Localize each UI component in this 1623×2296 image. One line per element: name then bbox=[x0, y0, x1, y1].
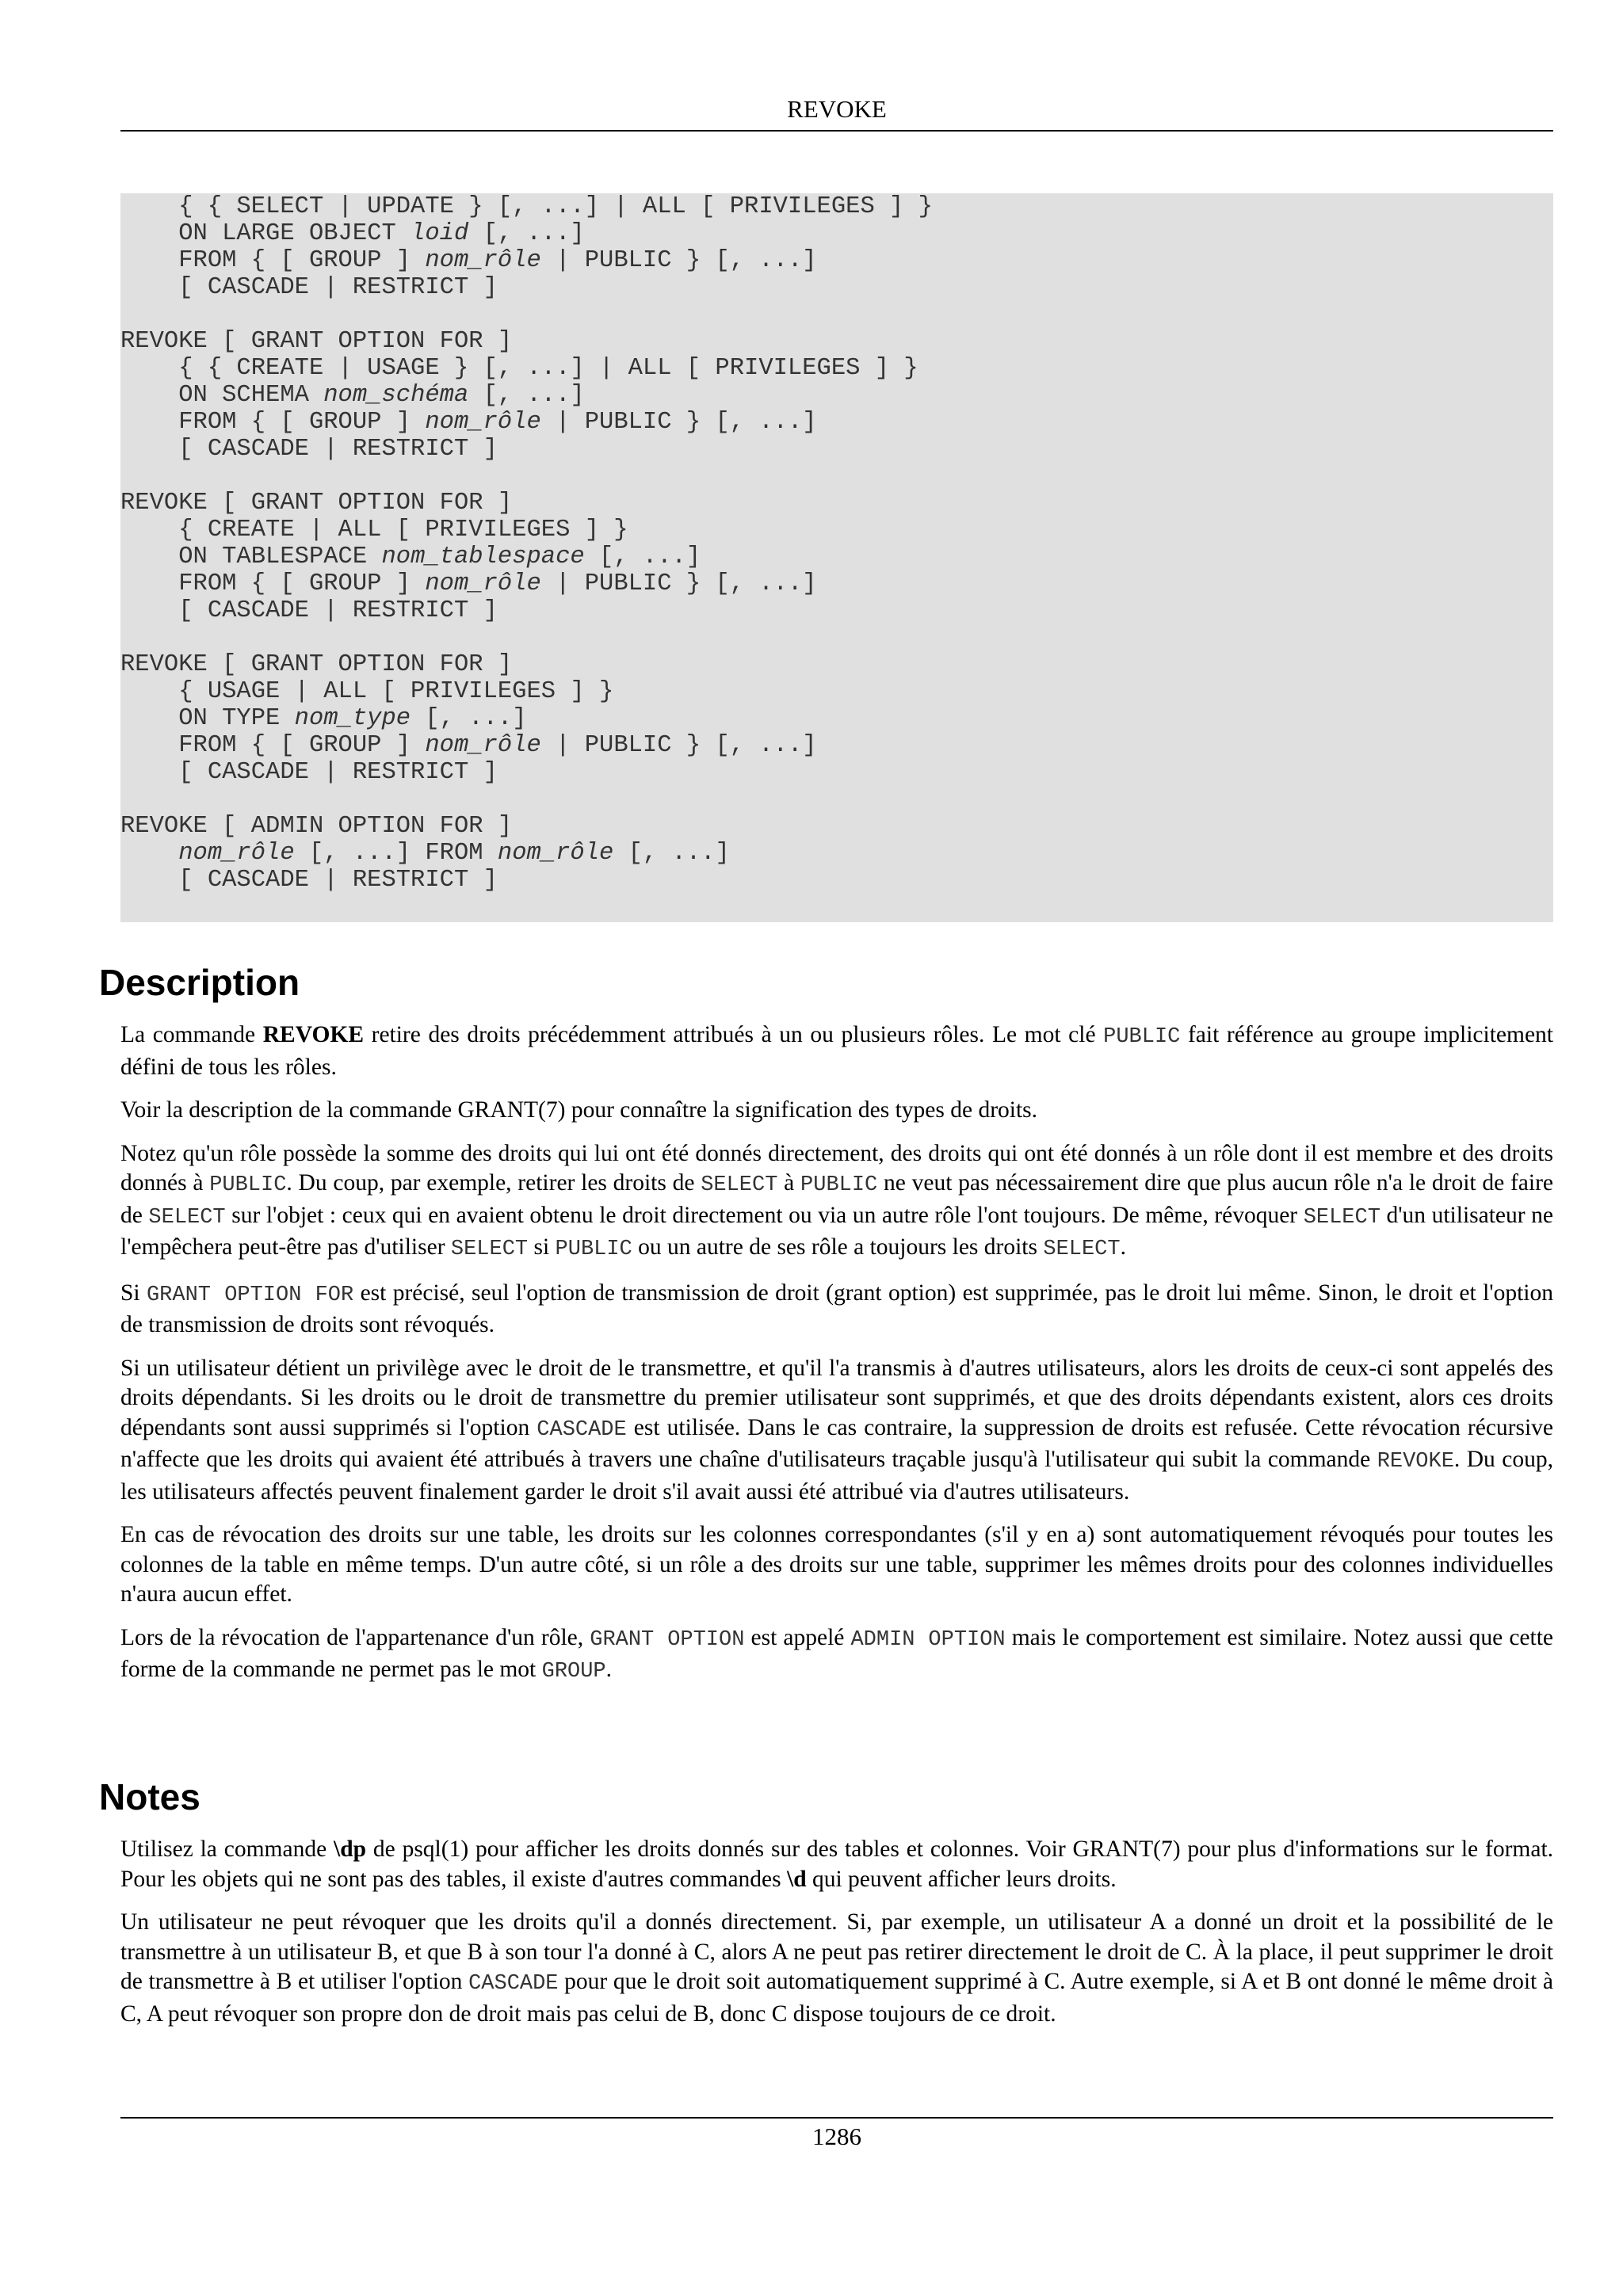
literal-code: SELECT bbox=[148, 1205, 226, 1230]
code-placeholder: nom_rôle bbox=[425, 247, 541, 274]
code-line bbox=[120, 490, 1553, 517]
code-line bbox=[120, 193, 1553, 220]
text-run: pour que le droit soit automatiquement supprimé à C. Autre exemple, si A et B ont donné le même droit à C, A peut révoquer son propre don de droit mais pas celui de B, donc C dispose toujours de ce droit. bbox=[120, 1969, 1553, 2027]
code-line bbox=[120, 436, 1553, 463]
text-run: est appelé bbox=[744, 1624, 851, 1650]
description-paragraph bbox=[120, 1279, 1553, 1341]
header-title: REVOKE bbox=[787, 95, 887, 123]
code-text: [ CASCADE | RESTRICT ] bbox=[120, 597, 498, 624]
code-text: FROM { [ GROUP ] bbox=[120, 732, 426, 759]
code-line bbox=[120, 247, 1553, 274]
code-text: ON SCHEMA bbox=[120, 382, 324, 409]
literal-code: CASCADE bbox=[468, 1972, 559, 1996]
text-run: Notez qu'un rôle possède la somme des droits qui lui ont été donnés directement, des droits qui ont été donnés à un rôle dont il est membre et des droits donnés à bbox=[120, 1140, 1553, 1196]
code-text: { USAGE | ALL [ PRIVILEGES ] } bbox=[120, 678, 614, 705]
description-paragraph bbox=[120, 1354, 1553, 1508]
text-run: qui peuvent afficher leurs droits. bbox=[806, 1866, 1117, 1892]
code-blank-line bbox=[120, 463, 1553, 490]
code-line bbox=[120, 867, 1553, 894]
literal-code: CASCADE bbox=[537, 1417, 627, 1442]
text-run: . bbox=[605, 1657, 613, 1682]
description-body bbox=[120, 1020, 1553, 1701]
code-line bbox=[120, 220, 1553, 247]
literal-code: PUBLIC bbox=[209, 1173, 287, 1197]
code-line bbox=[120, 678, 1553, 705]
code-line bbox=[120, 651, 1553, 678]
code-line bbox=[120, 570, 1553, 597]
code-text: [, ...] bbox=[411, 705, 527, 732]
literal-code: PUBLIC bbox=[555, 1238, 632, 1261]
code-line bbox=[120, 517, 1553, 543]
code-text: [, ...] FROM bbox=[294, 840, 498, 867]
text-run: retire des droits précédemment attribués à un ou plusieurs rôles. Le mot clé bbox=[364, 1022, 1104, 1047]
code-placeholder: nom_rôle bbox=[425, 732, 541, 759]
text-run: . Du coup, par exemple, retirer les droits de bbox=[286, 1170, 701, 1196]
literal-code: REVOKE bbox=[1377, 1450, 1454, 1474]
code-blank-line bbox=[120, 301, 1553, 328]
command-name: REVOKE bbox=[262, 1022, 365, 1047]
text-run: ou un autre de ses rôle a toujours les droits bbox=[632, 1234, 1044, 1260]
text-run: si bbox=[528, 1234, 556, 1260]
code-placeholder: nom_rôle bbox=[178, 840, 295, 867]
text-run: fait référence au groupe implicitement défini de tous les rôles. bbox=[120, 1022, 1553, 1080]
code-blank-line bbox=[120, 786, 1553, 813]
code-line bbox=[120, 597, 1553, 624]
code-placeholder: nom_rôle bbox=[497, 840, 614, 867]
text-run: ne veut pas nécessairement dire que plus aucun rôle n'a le droit de faire de bbox=[120, 1170, 1553, 1228]
code-text: REVOKE [ GRANT OPTION FOR ] bbox=[120, 328, 513, 355]
description-paragraph bbox=[120, 1623, 1553, 1688]
description-paragraph bbox=[120, 1520, 1553, 1610]
synopsis-code bbox=[120, 193, 1553, 894]
description-paragraph bbox=[120, 1020, 1553, 1082]
description-paragraph bbox=[120, 1096, 1553, 1126]
code-text: [, ...] bbox=[584, 543, 701, 570]
literal-code: PUBLIC bbox=[1103, 1025, 1181, 1049]
notes-body bbox=[120, 1835, 1553, 2042]
literal-code: SELECT bbox=[1043, 1238, 1121, 1261]
text-run: Un utilisateur ne peut révoquer que les droits qu'il a donnés directement. Si, par exemple, un utilisateur A a donné un droit et la possibilité de le transmettre à un utilisateur B, et que B à son tour l'a donné à C, alors A ne peut pas retirer directement le droit de C. À la place, il peut supprimer le droit de transmettre à B et utiliser l'option bbox=[120, 1909, 1553, 1994]
code-text bbox=[120, 840, 178, 867]
code-line bbox=[120, 543, 1553, 570]
text-run: est utilisée. Dans le cas contraire, la suppression de droits est refusée. Cette révocation récursive n'affecte que les droits qui avaient été attribués à travers une chaîne d'utilisateurs traçable jusqu'à l'utilisateur qui subit la commande bbox=[120, 1414, 1554, 1472]
text-run: sur l'objet : ceux qui en avaient obtenu le droit directement ou via un autre rôle l'ont toujours. De même, révoquer bbox=[225, 1202, 1304, 1228]
code-text: ON TYPE bbox=[120, 705, 295, 732]
notes-paragraph bbox=[120, 1908, 1553, 2029]
code-text: { { CREATE | USAGE } [, ...] | ALL [ PRIVILEGES ] } bbox=[120, 355, 918, 382]
page-footer bbox=[120, 2117, 1553, 2155]
code-placeholder: nom_rôle bbox=[425, 409, 541, 436]
code-text: [ CASCADE | RESTRICT ] bbox=[120, 867, 498, 894]
text-run: Voir la description de la commande GRANT(7) pour connaître la signification des types de droits. bbox=[120, 1097, 1038, 1123]
literal-code: SELECT bbox=[450, 1238, 529, 1261]
text-run: . Du coup, les utilisateurs affectés peuvent finalement garder le droit s'il avait aussi été attribué via d'autres utilisateurs. bbox=[120, 1447, 1553, 1505]
code-line bbox=[120, 840, 1553, 867]
literal-code: GRANT OPTION bbox=[590, 1627, 745, 1652]
code-text: ON TABLESPACE bbox=[120, 543, 382, 570]
literal-code: GRANT OPTION FOR bbox=[146, 1283, 354, 1307]
notes-heading: Notes bbox=[99, 1776, 200, 1817]
code-placeholder: nom_rôle bbox=[425, 570, 541, 597]
code-line bbox=[120, 409, 1553, 436]
code-text: REVOKE [ ADMIN OPTION FOR ] bbox=[120, 813, 513, 840]
code-text: | PUBLIC } [, ...] bbox=[540, 247, 817, 274]
description-heading: Description bbox=[99, 962, 300, 1003]
code-text: | PUBLIC } [, ...] bbox=[540, 732, 817, 759]
code-text: FROM { [ GROUP ] bbox=[120, 409, 426, 436]
literal-code: SELECT bbox=[701, 1173, 778, 1197]
text-run: La commande bbox=[120, 1022, 263, 1047]
literal-code: SELECT bbox=[1303, 1205, 1381, 1230]
code-text: REVOKE [ GRANT OPTION FOR ] bbox=[120, 651, 513, 678]
text-run: Si un utilisateur détient un privilège avec le droit de le transmettre, et qu'il l'a transmis à d'autres utilisateurs, alors les droits de ceux-ci sont appelés des droits dépendants. Si les droits ou le droit de transmettre du premier utilisateur sont supprimés, et que des droits dépendants existent, alors ces droits dépendants sont aussi supprimés si l'option bbox=[120, 1355, 1553, 1440]
page-header bbox=[120, 89, 1553, 132]
text-run: d'un utilisateur ne l'empêchera peut-être pas d'utiliser bbox=[120, 1202, 1553, 1260]
literal-code: GROUP bbox=[541, 1660, 606, 1684]
text-run: est précisé, seul l'option de transmission de droit (grant option) est supprimée, pas le droit lui même. Sinon, le droit et l'option de transmission de droits sont révoqués. bbox=[120, 1280, 1553, 1337]
code-text: { CREATE | ALL [ PRIVILEGES ] } bbox=[120, 517, 628, 543]
code-text: [, ...] bbox=[613, 840, 730, 867]
command-name: \dp bbox=[334, 1836, 367, 1862]
code-line bbox=[120, 382, 1553, 409]
code-line bbox=[120, 813, 1553, 840]
code-placeholder: loid bbox=[411, 220, 469, 247]
code-text: [, ...] bbox=[468, 382, 585, 409]
code-line bbox=[120, 732, 1553, 759]
code-text: REVOKE [ GRANT OPTION FOR ] bbox=[120, 490, 513, 517]
code-placeholder: nom_type bbox=[294, 705, 411, 732]
text-run: . bbox=[1120, 1234, 1126, 1260]
code-text: [ CASCADE | RESTRICT ] bbox=[120, 274, 498, 301]
command-name: \d bbox=[787, 1866, 807, 1892]
code-line bbox=[120, 759, 1553, 786]
text-run: de psql(1) pour afficher les droits donnés sur des tables et colonnes. Voir GRANT(7) pour plus d'informations sur le format. Pour les objets qui ne sont pas des tables, il existe d'autres commandes bbox=[120, 1836, 1554, 1892]
code-placeholder: nom_tablespace bbox=[381, 543, 585, 570]
code-text: FROM { [ GROUP ] bbox=[120, 570, 426, 597]
code-text: [ CASCADE | RESTRICT ] bbox=[120, 759, 498, 786]
text-run: Utilisez la commande bbox=[120, 1836, 334, 1862]
literal-code: ADMIN OPTION bbox=[850, 1627, 1006, 1652]
text-run: Si bbox=[120, 1280, 147, 1306]
code-line bbox=[120, 705, 1553, 732]
code-text: FROM { [ GROUP ] bbox=[120, 247, 426, 274]
text-run: à bbox=[777, 1170, 801, 1196]
text-run: Lors de la révocation de l'appartenance d'un rôle, bbox=[120, 1624, 590, 1650]
code-line bbox=[120, 274, 1553, 301]
synopsis-code-block bbox=[120, 193, 1553, 922]
code-text: | PUBLIC } [, ...] bbox=[540, 409, 817, 436]
code-blank-line bbox=[120, 624, 1553, 651]
notes-paragraph bbox=[120, 1835, 1553, 1894]
text-run: En cas de révocation des droits sur une table, les droits sur les colonnes correspondantes (s'il y en a) sont automatiquement révoqués pour toutes les colonnes de la table en même temps. D'un autre côté, si un rôle a des droits sur une table, supprimer les mêmes droits pour des colonnes individuelles n'aura aucun effet. bbox=[120, 1522, 1553, 1607]
page-number: 1286 bbox=[812, 2122, 861, 2150]
text-run: mais le comportement est similaire. Notez aussi que cette forme de la commande ne permet pas le mot bbox=[120, 1624, 1554, 1682]
code-text: { { SELECT | UPDATE } [, ...] | ALL [ PRIVILEGES ] } bbox=[120, 193, 933, 220]
literal-code: PUBLIC bbox=[800, 1173, 878, 1197]
code-text: | PUBLIC } [, ...] bbox=[540, 570, 817, 597]
code-line bbox=[120, 328, 1553, 355]
description-paragraph bbox=[120, 1139, 1553, 1265]
code-placeholder: nom_schéma bbox=[323, 382, 469, 409]
code-text: [, ...] bbox=[468, 220, 585, 247]
code-text: ON LARGE OBJECT bbox=[120, 220, 411, 247]
code-text: [ CASCADE | RESTRICT ] bbox=[120, 436, 498, 463]
code-line bbox=[120, 355, 1553, 382]
